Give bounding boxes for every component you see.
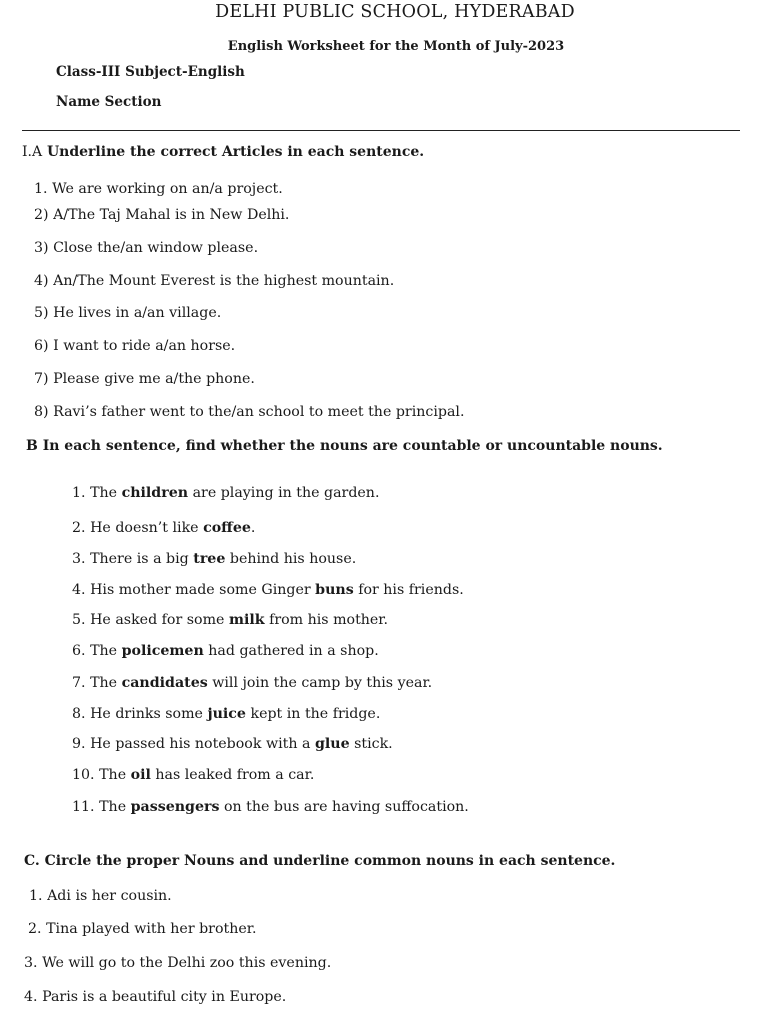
section-c-heading: C. Circle the proper Nouns and underline common nouns in each sentence. (24, 853, 616, 869)
section-c-item (24, 955, 331, 971)
item-text-post: from his mother. (264, 612, 389, 628)
item-text-pre: The (99, 799, 131, 815)
item-text-post: will join the camp by this year. (207, 675, 433, 691)
noun-word: juice (207, 706, 246, 722)
item-text-pre: He passed his notebook with a (90, 736, 315, 752)
item-text-pre: There is a big (90, 551, 194, 567)
noun-word: coffee (203, 520, 251, 536)
item-number: 3. (24, 955, 38, 971)
item-text: A/The Taj Mahal is in New Delhi. (53, 207, 290, 223)
item-text-post: kept in the fridge. (245, 706, 381, 722)
item-number: 4. (24, 989, 38, 1005)
item-number: 6) (34, 338, 49, 354)
worksheet-subtitle: English Worksheet for the Month of July-2023 (227, 39, 565, 54)
item-text: Ravi’s father went to the/an school to meet the principal. (53, 404, 465, 420)
item-number: 1. (34, 181, 48, 197)
section-b-item (72, 485, 379, 501)
item-text: Tina played with her brother. (46, 921, 257, 937)
school-title: DELHI PUBLIC SCHOOL, HYDERABAD (215, 2, 575, 22)
noun-word: oil (130, 767, 151, 783)
item-text-pre: He doesn’t like (90, 520, 204, 536)
section-c-item (29, 888, 172, 904)
item-text-post: . (250, 520, 256, 536)
section-b-item (72, 675, 432, 691)
header-divider (22, 130, 740, 131)
section-b-item (72, 767, 314, 783)
noun-word: children (121, 485, 189, 501)
section-c-item (24, 989, 286, 1005)
item-number: 8) (34, 404, 49, 420)
item-text: Close the/an window please. (53, 240, 259, 256)
item-number: 6. (72, 643, 86, 659)
section-b-heading: B In each sentence, find whether the nouns are countable or uncountable nouns. (26, 438, 663, 454)
noun-word: buns (315, 582, 354, 598)
section-b-item (72, 736, 393, 752)
item-text: I want to ride a/an horse. (53, 338, 236, 354)
item-text-post: for his friends. (353, 582, 464, 598)
section-a-item (34, 181, 283, 197)
item-number: 9. (72, 736, 86, 752)
section-c-item (28, 921, 256, 937)
item-number: 1. (29, 888, 43, 904)
noun-word: milk (228, 612, 265, 628)
item-text-pre: He asked for some (90, 612, 229, 628)
item-text-post: has leaked from a car. (150, 767, 315, 783)
item-number: 5) (34, 305, 49, 321)
class-subject-line: Class-III Subject-English (56, 64, 245, 80)
item-text-pre: The (99, 767, 131, 783)
section-a-item (34, 404, 464, 420)
item-number: 2) (34, 207, 49, 223)
item-number: 4. (72, 582, 86, 598)
item-text-pre: The (90, 675, 122, 691)
section-b-item (72, 799, 469, 815)
section-b-item (72, 582, 464, 598)
section-b-item (72, 706, 380, 722)
item-text: Paris is a beautiful city in Europe. (42, 989, 287, 1005)
item-text: Please give me a/the phone. (53, 371, 255, 387)
item-number: 4) (34, 273, 49, 289)
item-number: 7. (72, 675, 86, 691)
item-text-post: had gathered in a shop. (203, 643, 379, 659)
section-a-heading (22, 144, 424, 160)
item-number: 2. (72, 520, 86, 536)
section-b-item (72, 643, 379, 659)
name-section-line: Name Section (56, 94, 162, 110)
section-b-item (72, 551, 356, 567)
section-a-label: I.A (22, 144, 43, 160)
section-a-item (34, 338, 235, 354)
item-number: 11. (72, 799, 95, 815)
noun-word: policemen (121, 643, 204, 659)
section-b-item (72, 520, 255, 536)
item-number: 2. (28, 921, 42, 937)
item-text: He lives in a/an village. (53, 305, 222, 321)
section-a-item (34, 207, 289, 223)
item-number: 10. (72, 767, 95, 783)
section-a-item (34, 371, 255, 387)
item-text-pre: His mother made some Ginger (90, 582, 316, 598)
item-text: We will go to the Delhi zoo this evening. (42, 955, 332, 971)
section-b-item (72, 612, 388, 628)
noun-word: passengers (130, 799, 220, 815)
noun-word: candidates (121, 675, 208, 691)
item-text: An/The Mount Everest is the highest mountain. (53, 273, 395, 289)
section-a-title: Underline the correct Articles in each sentence. (46, 144, 425, 160)
item-text: Adi is her cousin. (47, 888, 172, 904)
item-text-post: stick. (349, 736, 393, 752)
item-number: 7) (34, 371, 49, 387)
item-number: 3. (72, 551, 86, 567)
item-text-post: on the bus are having suffocation. (219, 799, 469, 815)
item-text-post: behind his house. (225, 551, 357, 567)
item-number: 8. (72, 706, 86, 722)
item-text-pre: The (90, 643, 122, 659)
item-text: We are working on an/a project. (52, 181, 283, 197)
section-a-item (34, 240, 258, 256)
noun-word: tree (193, 551, 226, 567)
noun-word: glue (314, 736, 350, 752)
section-a-item (34, 305, 221, 321)
item-text-post: are playing in the garden. (188, 485, 380, 501)
item-text-pre: He drinks some (90, 706, 208, 722)
section-a-item (34, 273, 394, 289)
item-number: 5. (72, 612, 86, 628)
item-text-pre: The (90, 485, 122, 501)
item-number: 1. (72, 485, 86, 501)
item-number: 3) (34, 240, 49, 256)
